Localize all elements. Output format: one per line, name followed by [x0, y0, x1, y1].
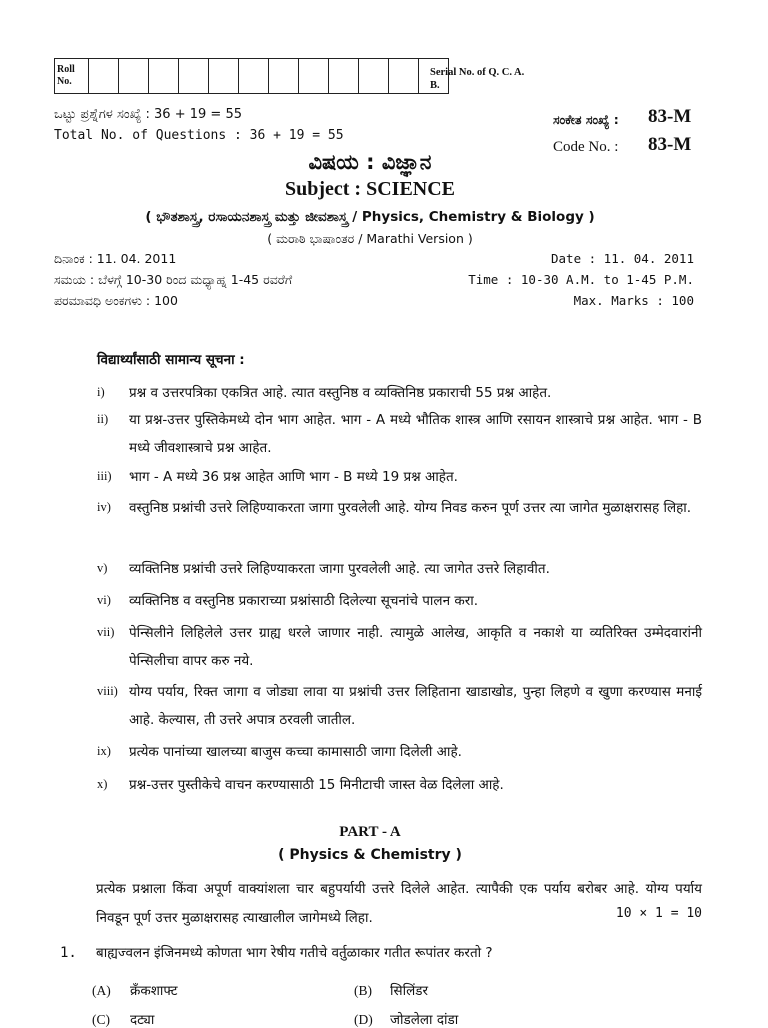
instruction-item	[97, 738, 702, 766]
part-a-title: PART - A	[339, 824, 401, 840]
instruction-item	[97, 587, 702, 615]
instruction-item	[97, 678, 702, 734]
option-c-label: (C)	[92, 1012, 110, 1027]
instruction-number: ix)	[97, 744, 111, 758]
kn-total-questions: ಒಟ್ಟು ಪ್ರಶ್ನೆಗಳ ಸಂಖ್ಯೆ : 36 + 19 = 55	[54, 107, 242, 122]
instruction-number: x)	[97, 777, 108, 791]
serial-number-label: Serial No. of Q. C. A. B.	[430, 67, 525, 91]
code-number: 83-M	[648, 106, 692, 127]
option-d-text: जोडलेला दांडा	[390, 1012, 459, 1028]
en-max-marks: Max. Marks : 100	[573, 293, 694, 308]
instruction-text: वस्तुनिष्ठ प्रश्नांची उत्तरे लिहिण्याकरता जागा पुरवलेली आहे. योग्य निवड करुन पूर्ण उत्तर त्या जागेत मुळाक्षरासह लिहा.	[129, 500, 692, 516]
instruction-item	[97, 379, 702, 407]
version-line: ( ಮರಾಠಿ ಭಾಷಾಂತರ / Marathi Version )	[267, 231, 473, 246]
roll-number-cell[interactable]	[209, 59, 239, 94]
kn-date: ದಿನಾಂಕ : 11. 04. 2011	[54, 251, 177, 266]
part-a-subtitle: ( Physics & Chemistry )	[278, 847, 462, 863]
roll-number-cell[interactable]	[359, 59, 389, 94]
kn-max-marks: ಪರಮಾವಧಿ ಅಂಕಗಳು : 100	[54, 293, 178, 308]
instruction-text: योग्य पर्याय, रिक्त जागा व जोड्या लावा या प्रश्नांची उत्तर लिहिताना खाडाखोड, पुन्हा लिहणे व खुणा करण्यास मनाई आहे. केल्यास, ती उत्तरे अपात्र ठरवली जातील.	[129, 684, 702, 728]
instruction-text: प्रश्न-उत्तर पुस्तीकेचे वाचन करण्यासाठी 15 मिनीटाची जास्त वेळ दिलेला आहे.	[129, 777, 504, 793]
option-d-label: (D)	[354, 1012, 373, 1027]
instruction-text: प्रश्न व उत्तरपत्रिका एकत्रित आहे. त्यात वस्तुनिष्ठ व व्यक्तिनिष्ठ प्रकाराची 55 प्रश्न आहेत.	[129, 385, 552, 401]
instruction-item	[97, 494, 702, 550]
instruction-item	[97, 555, 702, 583]
roll-number-cell[interactable]	[269, 59, 299, 94]
en-total-questions: Total No. of Questions : 36 + 19 = 55	[54, 128, 344, 143]
roll-number-label: Roll No.	[55, 59, 89, 94]
question-number: 1.	[60, 945, 77, 961]
roll-number-box	[54, 58, 449, 94]
instruction-text: व्यक्तिनिष्ठ व वस्तुनिष्ठ प्रकाराच्या प्रश्नांसाठी दिलेल्या सूचनांचे पालन करा.	[129, 593, 479, 609]
question-text: बाह्यज्वलन इंजिनमध्ये कोणता भाग रेषीय गतीचे वर्तुळाकार गतीत रूपांतर करतो ?	[96, 945, 493, 961]
en-code-label: Code No. :	[553, 139, 619, 155]
instruction-number: iv)	[97, 500, 111, 514]
kn-time: ಸಮಯ : ಬೆಳಗ್ಗೆ 10-30 ರಿಂದ ಮಧ್ಯಾಹ್ನ 1-45 ರವರೆಗೆ	[54, 272, 293, 287]
instruction-number: v)	[97, 561, 108, 575]
option-a-label: (A)	[92, 983, 111, 998]
instruction-item	[97, 463, 702, 491]
instruction-text: भाग - A मध्ये 36 प्रश्न आहेत आणि भाग - B मध्ये 19 प्रश्न आहेत.	[129, 469, 458, 485]
code-number-en: 83-M	[648, 134, 692, 155]
en-time: Time : 10-30 A.M. to 1-45 P.M.	[468, 272, 694, 287]
instruction-number: i)	[97, 385, 105, 399]
roll-number-cell[interactable]	[119, 59, 149, 94]
instruction-item	[97, 406, 702, 462]
instruction-item	[97, 619, 702, 675]
part-a-instruction: प्रत्येक प्रश्नाला किंवा अपूर्ण वाक्यांशला चार बहुपर्यायी उत्तरे दिलेले आहेत. त्यापैकी एक पर्याय बरोबर आहे. योग्य पर्याय निवडून पूर्ण उत्तर मुळाक्षरासह त्याखालील जागेमध्ये लिहा.	[96, 881, 702, 926]
option-c-text: दट्या	[130, 1012, 155, 1028]
instruction-text: प्रत्येक पानांच्या खालच्या बाजुस कच्चा कामासाठी जागा दिलेली आहे.	[129, 744, 462, 760]
instruction-item	[97, 771, 702, 799]
instruction-text: पेन्सिलीने लिहिलेले उत्तर ग्राह्य धरले जाणार नाही. त्यामुळे आलेख, आकृति व नकाशे या व्यतिरिक्त उम्मेदवारांनी पेन्सिलीचा वापर करु नये.	[129, 625, 702, 669]
instruction-number: iii)	[97, 469, 112, 483]
roll-number-cell[interactable]	[329, 59, 359, 94]
subject-title-kannada: ವಿಷಯ : ವಿಜ್ಞಾನ	[308, 150, 432, 174]
option-b-text: सिलिंडर	[390, 983, 429, 999]
roll-number-cell[interactable]	[89, 59, 119, 94]
subjects-line: ( ಭೌತಶಾಸ್ತ್ರ, ರಸಾಯನಶಾಸ್ತ್ರ ಮತ್ತು ಜೀವಶಾಸ್ತ್ರ / Physics, Chemistry & Biology )	[145, 209, 595, 225]
instruction-number: viii)	[97, 684, 118, 698]
instruction-number: vii)	[97, 625, 115, 639]
roll-number-cell[interactable]	[239, 59, 269, 94]
instruction-text: या प्रश्न-उत्तर पुस्तिकेमध्ये दोन भाग आहेत. भाग - A मध्ये भौतिक शास्त्र आणि रसायन शास्त्राचे प्रश्न आहेत. भाग - B मध्ये जीवशास्त्राचे प्रश्न आहेत.	[129, 412, 702, 456]
roll-number-cell[interactable]	[179, 59, 209, 94]
instruction-number: ii)	[97, 412, 109, 426]
part-a-marks: 10 × 1 = 10	[615, 906, 702, 921]
instructions-heading: विद्यार्थ्यांसाठी सामान्य सूचना :	[97, 352, 245, 368]
roll-number-cell[interactable]	[389, 59, 419, 94]
en-date: Date : 11. 04. 2011	[551, 251, 694, 266]
instruction-text: व्यक्तिनिष्ठ प्रश्नांची उत्तरे लिहिण्याकरता जागा पुरवलेली आहे. त्या जागेत उत्तरे लिहावीत.	[129, 561, 550, 577]
instruction-number: vi)	[97, 593, 111, 607]
kn-code-label: ಸಂಕೇತ ಸಂಖ್ಯೆ :	[553, 112, 619, 127]
roll-number-cell[interactable]	[149, 59, 179, 94]
option-b-label: (B)	[354, 983, 372, 998]
option-a-text: क्रँकशाफ्ट	[130, 983, 178, 999]
roll-number-cell[interactable]	[299, 59, 329, 94]
subject-title-english: Subject : SCIENCE	[284, 178, 456, 200]
